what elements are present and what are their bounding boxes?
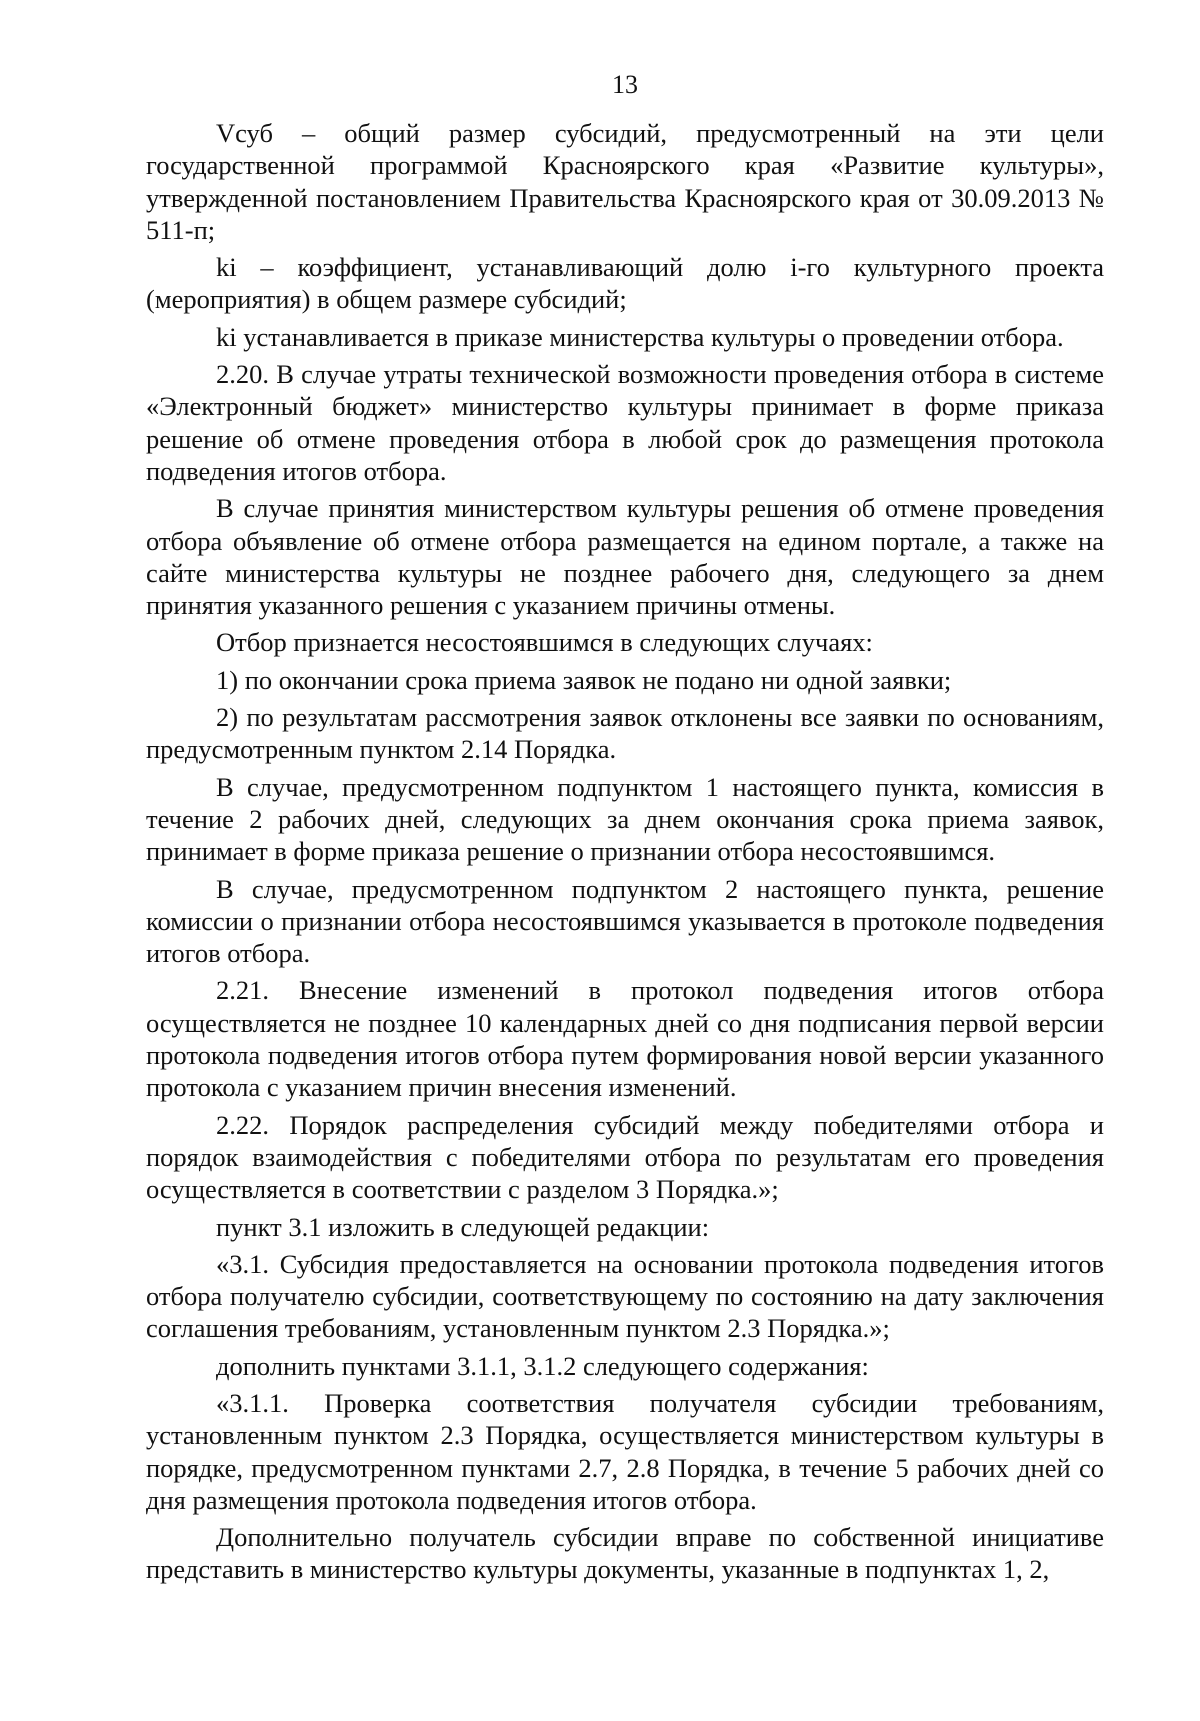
paragraph-ki-definition: ki – коэффициент, устанавливающий долю i-го культурного проекта (мероприятия) в общем размере субсидий; (146, 252, 1104, 315)
paragraph-cancellation-announcement: В случае принятия министерством культуры решения об отмене проведения отбора объявление об отмене отбора размещается на едином портале, а также на сайте министерства культуры не позднее рабочего дня, следующего за днем принятия указанного решения с указанием причины отмены. (146, 493, 1104, 621)
paragraph-failed-case-1: 1) по окончании срока приема заявок не подано ни одной заявки; (216, 664, 952, 695)
paragraph-amend-3-1: пункт 3.1 изложить в следующей редакции: (216, 1211, 710, 1242)
paragraph-failed-selection-intro: Отбор признается несостоявшимся в следующих случаях: (216, 627, 873, 658)
paragraph-2-22: 2.22. Порядок распределения субсидий между победителями отбора и порядок взаимодействия с победителями отбора по результатам его проведения осуществляется в соответствии с разделом 3 Порядка.»; (146, 1109, 1104, 1205)
paragraph-2-20: 2.20. В случае утраты технической возможности проведения отбора в системе «Электронный бюджет» министерство культуры принимает в форме приказа решение об отмене проведения отбора в любой срок до размещения протокола подведения итогов отбора. (146, 359, 1104, 486)
paragraph-3-1-1: «3.1.1. Проверка соответствия получателя субсидии требованиям, установленным пунктом 2.3 Порядка, осуществляется министерством культуры в порядке, предусмотренном пунктами 2.7, 2.8 Порядка, в течение 5 рабочих дней со дня размещения протокола подведения итогов отбора. (146, 1387, 1104, 1515)
paragraph-ki-order: ki устанавливается в приказе министерства культуры о проведении отбора. (216, 321, 1064, 352)
paragraph-failed-case-2: 2) по результатам рассмотрения заявок отклонены все заявки по основаниям, предусмотренным пунктом 2.14 Порядка. (146, 702, 1104, 765)
paragraph-add-3-1-1: дополнить пунктами 3.1.1, 3.1.2 следующего содержания: (216, 1350, 869, 1381)
page-number: 13 (612, 70, 638, 99)
paragraph-subpoint-1-procedure: В случае, предусмотренном подпунктом 1 настоящего пункта, комиссия в течение 2 рабочих дней, следующих за днем окончания срока приема заявок, принимает в форме приказа решение о признании отбора несостоявшимся. (146, 771, 1104, 867)
paragraph-vsub-definition: Vсуб – общий размер субсидий, предусмотренный на эти цели государственной программой Красноярского края «Развитие культуры», утвержденной постановлением Правительства Красноярского края от 30.09.2013 № 511-п; (146, 118, 1104, 245)
paragraph-2-21: 2.21. Внесение изменений в протокол подведения итогов отбора осуществляется не позднее 10 календарных дней со дня подписания первой версии протокола подведения итогов отбора путем формирования новой версии указанного протокола с указанием причин внесения изменений. (146, 975, 1104, 1103)
paragraph-additional-documents: Дополнительно получатель субсидии вправе по собственной инициативе представить в министерство культуры документы, указанные в подпунктах 1, 2, (146, 1522, 1104, 1585)
paragraph-3-1: «3.1. Субсидия предоставляется на основании протокола подведения итогов отбора получателю субсидии, соответствующему по состоянию на дату заключения соглашения требованиям, установленным пунктом 2.3 Порядка.»; (146, 1248, 1104, 1344)
paragraph-subpoint-2-procedure: В случае, предусмотренном подпунктом 2 настоящего пункта, решение комиссии о признании отбора несостоявшимся указывается в протоколе подведения итогов отбора. (146, 873, 1104, 969)
document-body (146, 117, 1104, 1586)
